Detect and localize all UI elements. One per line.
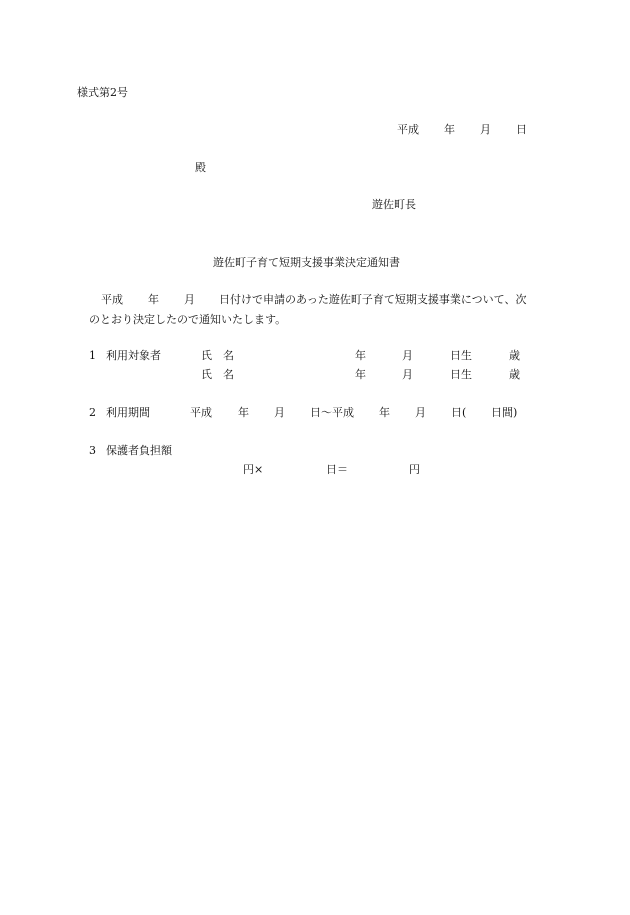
issuer: 遊佐町長 [372,198,416,211]
date-month: 月 [480,123,491,136]
item1-row1-month: 月 [402,349,413,362]
body-year: 年 [148,293,159,306]
item1-row1-age: 歳 [509,349,520,362]
item1-row2-year: 年 [355,368,366,381]
item2-number: 2 [89,406,96,419]
item3-label: 保護者負担額 [106,444,172,457]
item1-label: 利用対象者 [106,349,161,362]
item3-yen: 円 [409,463,420,476]
item2-month2: 月 [415,406,426,419]
item1-row2-age: 歳 [509,368,520,381]
item1-row2-birth: 日生 [450,368,472,381]
item2-label: 利用期間 [106,406,150,419]
item3-day-equals: 日＝ [326,463,348,476]
item2-era: 平成 [190,406,212,419]
item2-days-close: 日間) [491,406,518,419]
item1-row1-year: 年 [355,349,366,362]
body-line2: のとおり決定したので通知いたします。 [89,313,287,326]
item2-day-to: 日～平成 [310,406,354,419]
item2-year1: 年 [238,406,249,419]
item1-row2-month: 月 [402,368,413,381]
item2-month1: 月 [274,406,285,419]
item1-row1-name-label: 氏 名 [201,349,234,362]
item2-year2: 年 [379,406,390,419]
document-title: 遊佐町子育て短期支援事業決定通知書 [213,256,400,269]
date-era: 平成 [397,123,419,136]
item1-row1-birth: 日生 [450,349,472,362]
date-day: 日 [516,123,527,136]
body-month: 月 [184,293,195,306]
body-line1-rest: 日付けで申請のあった遊佐町子育て短期支援事業について、次 [219,293,527,306]
form-number: 様式第2号 [77,86,128,99]
item1-number: 1 [89,349,96,362]
addressee-honorific: 殿 [195,161,206,174]
item3-yen-times: 円× [243,463,264,476]
item2-day-open: 日( [451,406,467,419]
item3-number: 3 [89,444,96,457]
body-era: 平成 [101,293,123,306]
item1-row2-name-label: 氏 名 [201,368,234,381]
date-year: 年 [444,123,455,136]
